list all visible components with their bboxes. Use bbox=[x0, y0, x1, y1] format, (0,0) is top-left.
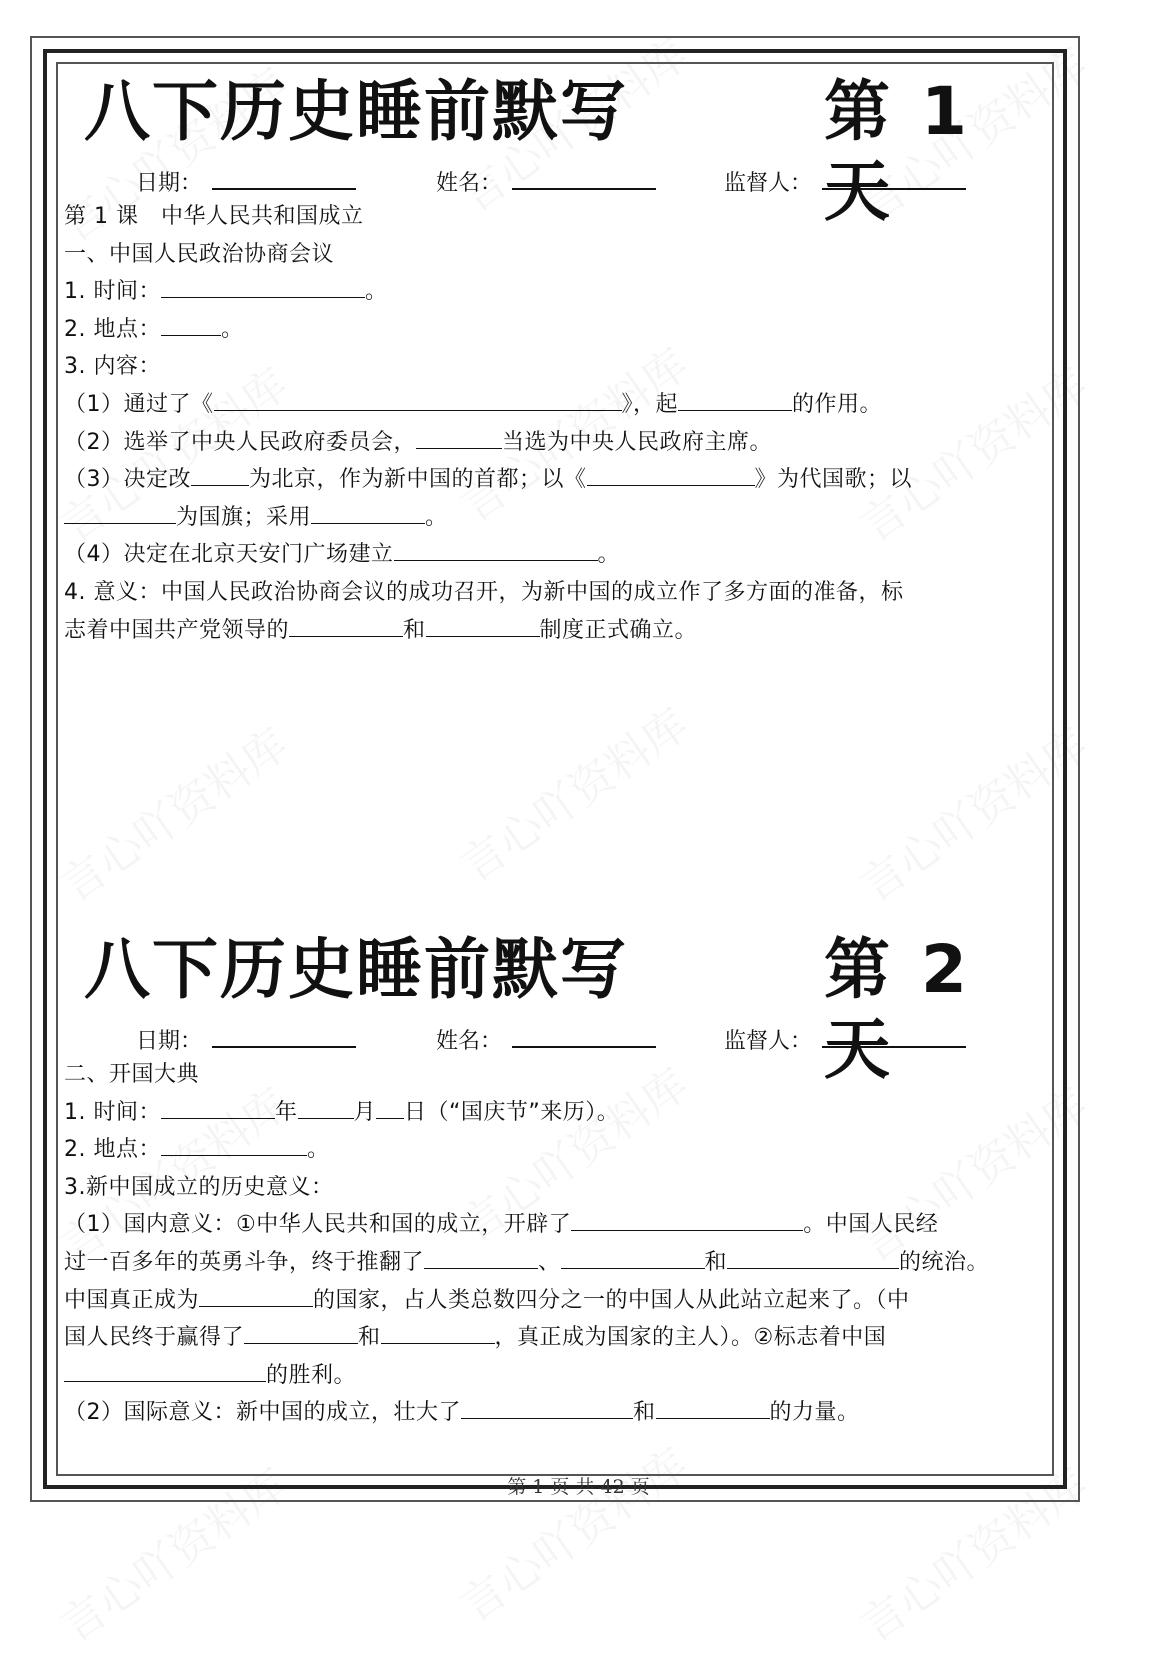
worksheet-line bbox=[64, 386, 1048, 424]
answer-blank[interactable] bbox=[678, 386, 792, 411]
page-footer bbox=[0, 1474, 1157, 1500]
worksheet-line bbox=[64, 311, 1048, 349]
answer-blank[interactable] bbox=[376, 1094, 404, 1119]
line-text: 2. 地点： bbox=[64, 316, 161, 342]
line-text: 当选为中央人民政府主席。 bbox=[502, 429, 773, 455]
worksheet-line bbox=[64, 198, 1048, 236]
answer-blank[interactable] bbox=[161, 311, 221, 336]
supervisor-blank[interactable] bbox=[822, 1024, 966, 1048]
name-label: 姓名： bbox=[436, 171, 503, 196]
answer-blank[interactable] bbox=[424, 1244, 538, 1269]
line-text: 日（“国庆节”来历）。 bbox=[404, 1099, 620, 1125]
worksheet-line bbox=[64, 1244, 1048, 1282]
date-label: 日期： bbox=[136, 1029, 203, 1054]
line-text: 月 bbox=[353, 1099, 377, 1125]
answer-blank[interactable] bbox=[64, 1357, 266, 1382]
day-label: 第 1 天 bbox=[824, 73, 967, 230]
answer-blank[interactable] bbox=[656, 1394, 770, 1419]
sheet-2-meta-row bbox=[136, 1024, 1036, 1054]
name-blank[interactable] bbox=[512, 166, 656, 190]
date-label: 日期： bbox=[136, 171, 203, 196]
worksheet-line bbox=[64, 536, 1048, 574]
line-text: 。 bbox=[597, 542, 621, 568]
worksheet-line bbox=[64, 461, 1048, 499]
line-text: 的国家，占人类总数四分之一的中国人从此站立起来了。（中 bbox=[313, 1287, 910, 1313]
line-text: 1. 时间： bbox=[64, 1099, 161, 1125]
line-text: 1. 时间： bbox=[64, 279, 161, 305]
answer-blank[interactable] bbox=[191, 461, 249, 486]
line-text: （2）选举了中央人民政府委员会， bbox=[64, 429, 416, 455]
line-text: 年 bbox=[274, 1099, 298, 1125]
line-text: 第 1 课 中华人民共和国成立 bbox=[64, 204, 364, 229]
worksheet-line bbox=[64, 1131, 1048, 1169]
worksheet-line bbox=[64, 612, 1048, 650]
name-field bbox=[436, 166, 656, 199]
line-text: 二、开国大典 bbox=[64, 1062, 200, 1087]
worksheet-line bbox=[64, 424, 1048, 462]
line-text: 一、中国人民政治协商会议 bbox=[64, 241, 335, 267]
answer-blank[interactable] bbox=[161, 1131, 307, 1156]
line-text: 为国旗；采用 bbox=[176, 504, 312, 530]
line-text: 志着中国共产党领导的 bbox=[64, 617, 290, 643]
line-text: 中国真正成为 bbox=[64, 1287, 200, 1313]
supervisor-label: 监督人： bbox=[724, 171, 813, 196]
worksheet-line bbox=[64, 1282, 1048, 1320]
page-number: 第 1 页 共 42 页 bbox=[507, 1476, 650, 1498]
answer-blank[interactable] bbox=[161, 273, 365, 298]
day-label: 第 2 天 bbox=[824, 931, 967, 1088]
date-blank[interactable] bbox=[212, 166, 356, 190]
answer-blank[interactable] bbox=[571, 1206, 803, 1231]
line-text: （3）决定改 bbox=[64, 467, 191, 493]
answer-blank[interactable] bbox=[311, 499, 425, 524]
answer-blank[interactable] bbox=[426, 612, 540, 637]
supervisor-field bbox=[724, 1024, 966, 1057]
answer-blank[interactable] bbox=[161, 1094, 275, 1119]
answer-blank[interactable] bbox=[561, 1244, 705, 1269]
worksheet-line bbox=[64, 1394, 1048, 1432]
sheet-1-meta-row bbox=[136, 166, 1036, 196]
worksheet-line bbox=[64, 499, 1048, 537]
answer-blank[interactable] bbox=[298, 1094, 354, 1119]
line-text: 。中国人民经 bbox=[803, 1212, 939, 1238]
line-text: （1）国内意义：①中华人民共和国的成立，开辟了 bbox=[64, 1212, 572, 1238]
line-text: 3.新中国成立的历史意义： bbox=[64, 1174, 334, 1200]
answer-blank[interactable] bbox=[64, 499, 176, 524]
line-text: （1）通过了《 bbox=[64, 391, 214, 417]
answer-blank[interactable] bbox=[727, 1244, 899, 1269]
answer-blank[interactable] bbox=[461, 1394, 633, 1419]
line-text: （4）决定在北京天安门广场建立 bbox=[64, 542, 394, 568]
worksheet-line bbox=[64, 1319, 1048, 1357]
line-text: 的胜利。 bbox=[266, 1362, 357, 1388]
answer-blank[interactable] bbox=[214, 386, 622, 411]
line-text: 的力量。 bbox=[769, 1400, 860, 1426]
line-text: 。 bbox=[306, 1137, 330, 1163]
answer-blank[interactable] bbox=[244, 1319, 358, 1344]
answer-blank[interactable] bbox=[289, 612, 403, 637]
supervisor-label: 监督人： bbox=[724, 1029, 813, 1054]
line-text: （2）国际意义：新中国的成立，壮大了 bbox=[64, 1400, 461, 1426]
name-blank[interactable] bbox=[512, 1024, 656, 1048]
sheet-title: 八下历史睡前默写 bbox=[84, 73, 628, 150]
worksheet-line bbox=[64, 1206, 1048, 1244]
line-text: 和 bbox=[403, 617, 426, 643]
answer-blank[interactable] bbox=[199, 1282, 313, 1307]
line-text: 4. 意义：中国人民政治协商会议的成功召开，为新中国的成立作了多方面的准备，标 bbox=[64, 579, 904, 605]
answer-blank[interactable] bbox=[587, 461, 755, 486]
line-text: 。 bbox=[425, 504, 448, 530]
name-field bbox=[436, 1024, 656, 1057]
worksheet-line bbox=[64, 348, 1048, 386]
date-blank[interactable] bbox=[212, 1024, 356, 1048]
line-text: 和 bbox=[633, 1400, 656, 1426]
sheet-2-content bbox=[64, 1056, 1048, 1432]
line-text: 。 bbox=[364, 279, 388, 305]
line-text: 制度正式确立。 bbox=[539, 617, 698, 643]
line-text: 、 bbox=[538, 1249, 561, 1275]
supervisor-field bbox=[724, 166, 966, 199]
worksheet-line bbox=[64, 1357, 1048, 1395]
supervisor-blank[interactable] bbox=[822, 166, 966, 190]
line-text: 为北京，作为新中国的首都；以《 bbox=[249, 467, 587, 493]
answer-blank[interactable] bbox=[394, 536, 598, 561]
line-text: 和 bbox=[704, 1249, 728, 1275]
line-text: ，真正成为国家的主人）。②标志着中国 bbox=[494, 1325, 887, 1351]
line-text: 过一百多年的英勇斗争，终于推翻了 bbox=[64, 1249, 425, 1275]
date-field bbox=[136, 166, 356, 199]
line-text: 》，起 bbox=[621, 391, 679, 417]
worksheet-line bbox=[64, 1169, 1048, 1207]
line-text: 国人民终于赢得了 bbox=[64, 1325, 245, 1351]
sheet-title: 八下历史睡前默写 bbox=[84, 931, 628, 1008]
answer-blank[interactable] bbox=[416, 424, 502, 449]
sheet-1-content bbox=[64, 198, 1048, 649]
line-text: 2. 地点： bbox=[64, 1137, 161, 1163]
worksheet-line bbox=[64, 236, 1048, 274]
line-text: 的统治。 bbox=[899, 1249, 990, 1275]
answer-blank[interactable] bbox=[381, 1319, 495, 1344]
date-field bbox=[136, 1024, 356, 1057]
name-label: 姓名： bbox=[436, 1029, 503, 1054]
worksheet-line bbox=[64, 273, 1048, 311]
worksheet-line bbox=[64, 1094, 1048, 1132]
line-text: 》为代国歌；以 bbox=[754, 467, 913, 493]
line-text: 的作用。 bbox=[792, 391, 883, 417]
line-text: 。 bbox=[220, 316, 244, 342]
worksheet-line bbox=[64, 1056, 1048, 1094]
worksheet-line bbox=[64, 574, 1048, 612]
line-text: 3. 内容： bbox=[64, 354, 161, 380]
line-text: 和 bbox=[358, 1325, 381, 1351]
